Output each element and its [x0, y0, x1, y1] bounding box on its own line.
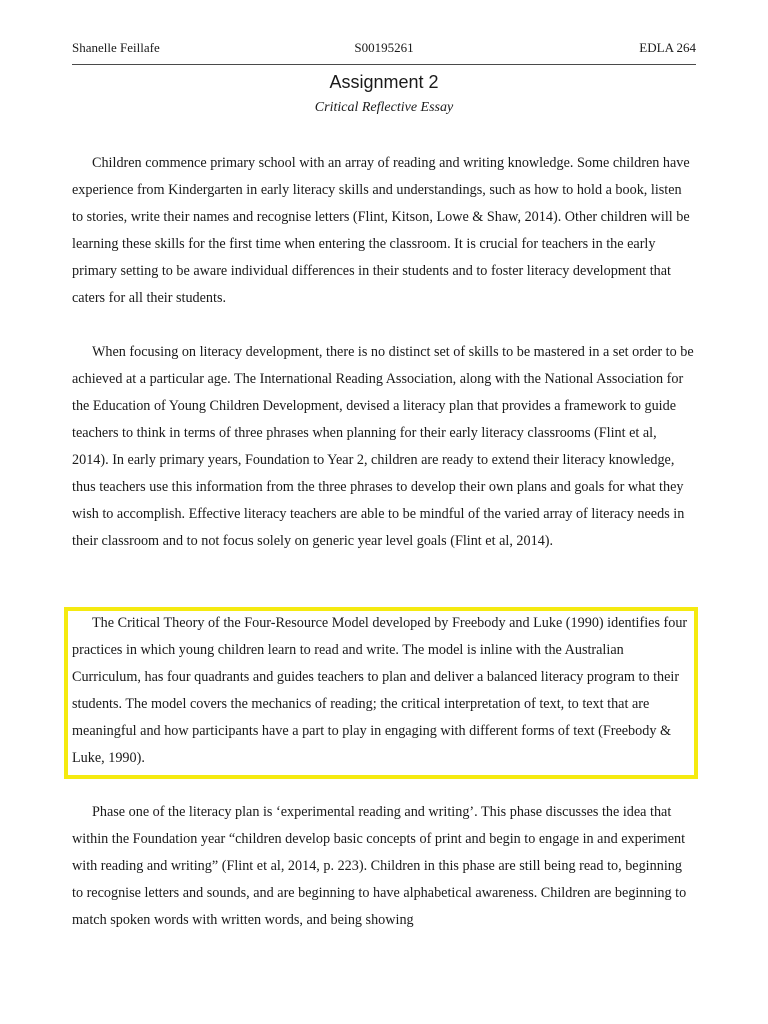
page-header	[72, 40, 696, 58]
body-paragraph: When focusing on literacy development, there is no distinct set of skills to be mastered in a set order to be achieved at a particular age. The International Reading Association, along with the National Association for the Education of Young Children Development, devised a literacy plan that provides a framework to guide teachers to think in terms of three phrases when planning for their early literacy classrooms (Flint et al, 2014). In early primary years, Foundation to Year 2, children are ready to extend their literacy knowledge, thus teachers use this information from the three phrases to develop their own plans and goals for what they wish to accomplish. Effective literacy teachers are able to be mindful of the varied array of literacy needs in their classroom and to not focus solely on generic year level goals (Flint et al, 2014).	[72, 344, 694, 549]
document-title: Assignment 2	[329, 72, 439, 92]
header-author: Shanelle Feillafe	[72, 40, 160, 55]
body-paragraph: Phase one of the literacy plan is ‘experimental reading and writing’. This phase discusses the idea that within the Foundation year “children develop basic concepts of print and begin to engage in and experiment with reading and writing” (Flint et al, 2014, p. 223). Children in this phase are still being read to, beginning to recognise letters and sounds, and are beginning to have alphabetical awareness. Children are beginning to match spoken words with written words, and being showing	[72, 804, 687, 928]
header-course-code: EDLA 264	[639, 40, 696, 55]
document-subtitle: Critical Reflective Essay	[314, 100, 454, 115]
highlighted-paragraph: The Critical Theory of the Four-Resource Model developed by Freebody and Luke (1990) identifies four practices in which young children learn to read and write. The model is inline with the Australian Curriculum, has four quadrants and guides teachers to plan and deliver a balanced literacy program to their students. The model covers the mechanics of reading; the critical interpretation of text, to text that are meaningful and how participants have a part to play in engaging with different forms of text (Freebody & Luke, 1990).	[72, 615, 688, 766]
header-student-id: S00195261	[354, 40, 414, 55]
header-rule	[72, 64, 696, 65]
body-paragraph: Children commence primary school with an array of reading and writing knowledge. Some children have experience from Kindergarten in early literacy skills and understandings, such as how to hold a book, listen to stories, write their names and recognise letters (Flint, Kitson, Lowe & Shaw, 2014). Other children will be learning these skills for the first time when entering the classroom. It is crucial for teachers in the early primary setting to be aware individual differences in their students and to foster literacy development that caters for all their students.	[72, 155, 690, 306]
